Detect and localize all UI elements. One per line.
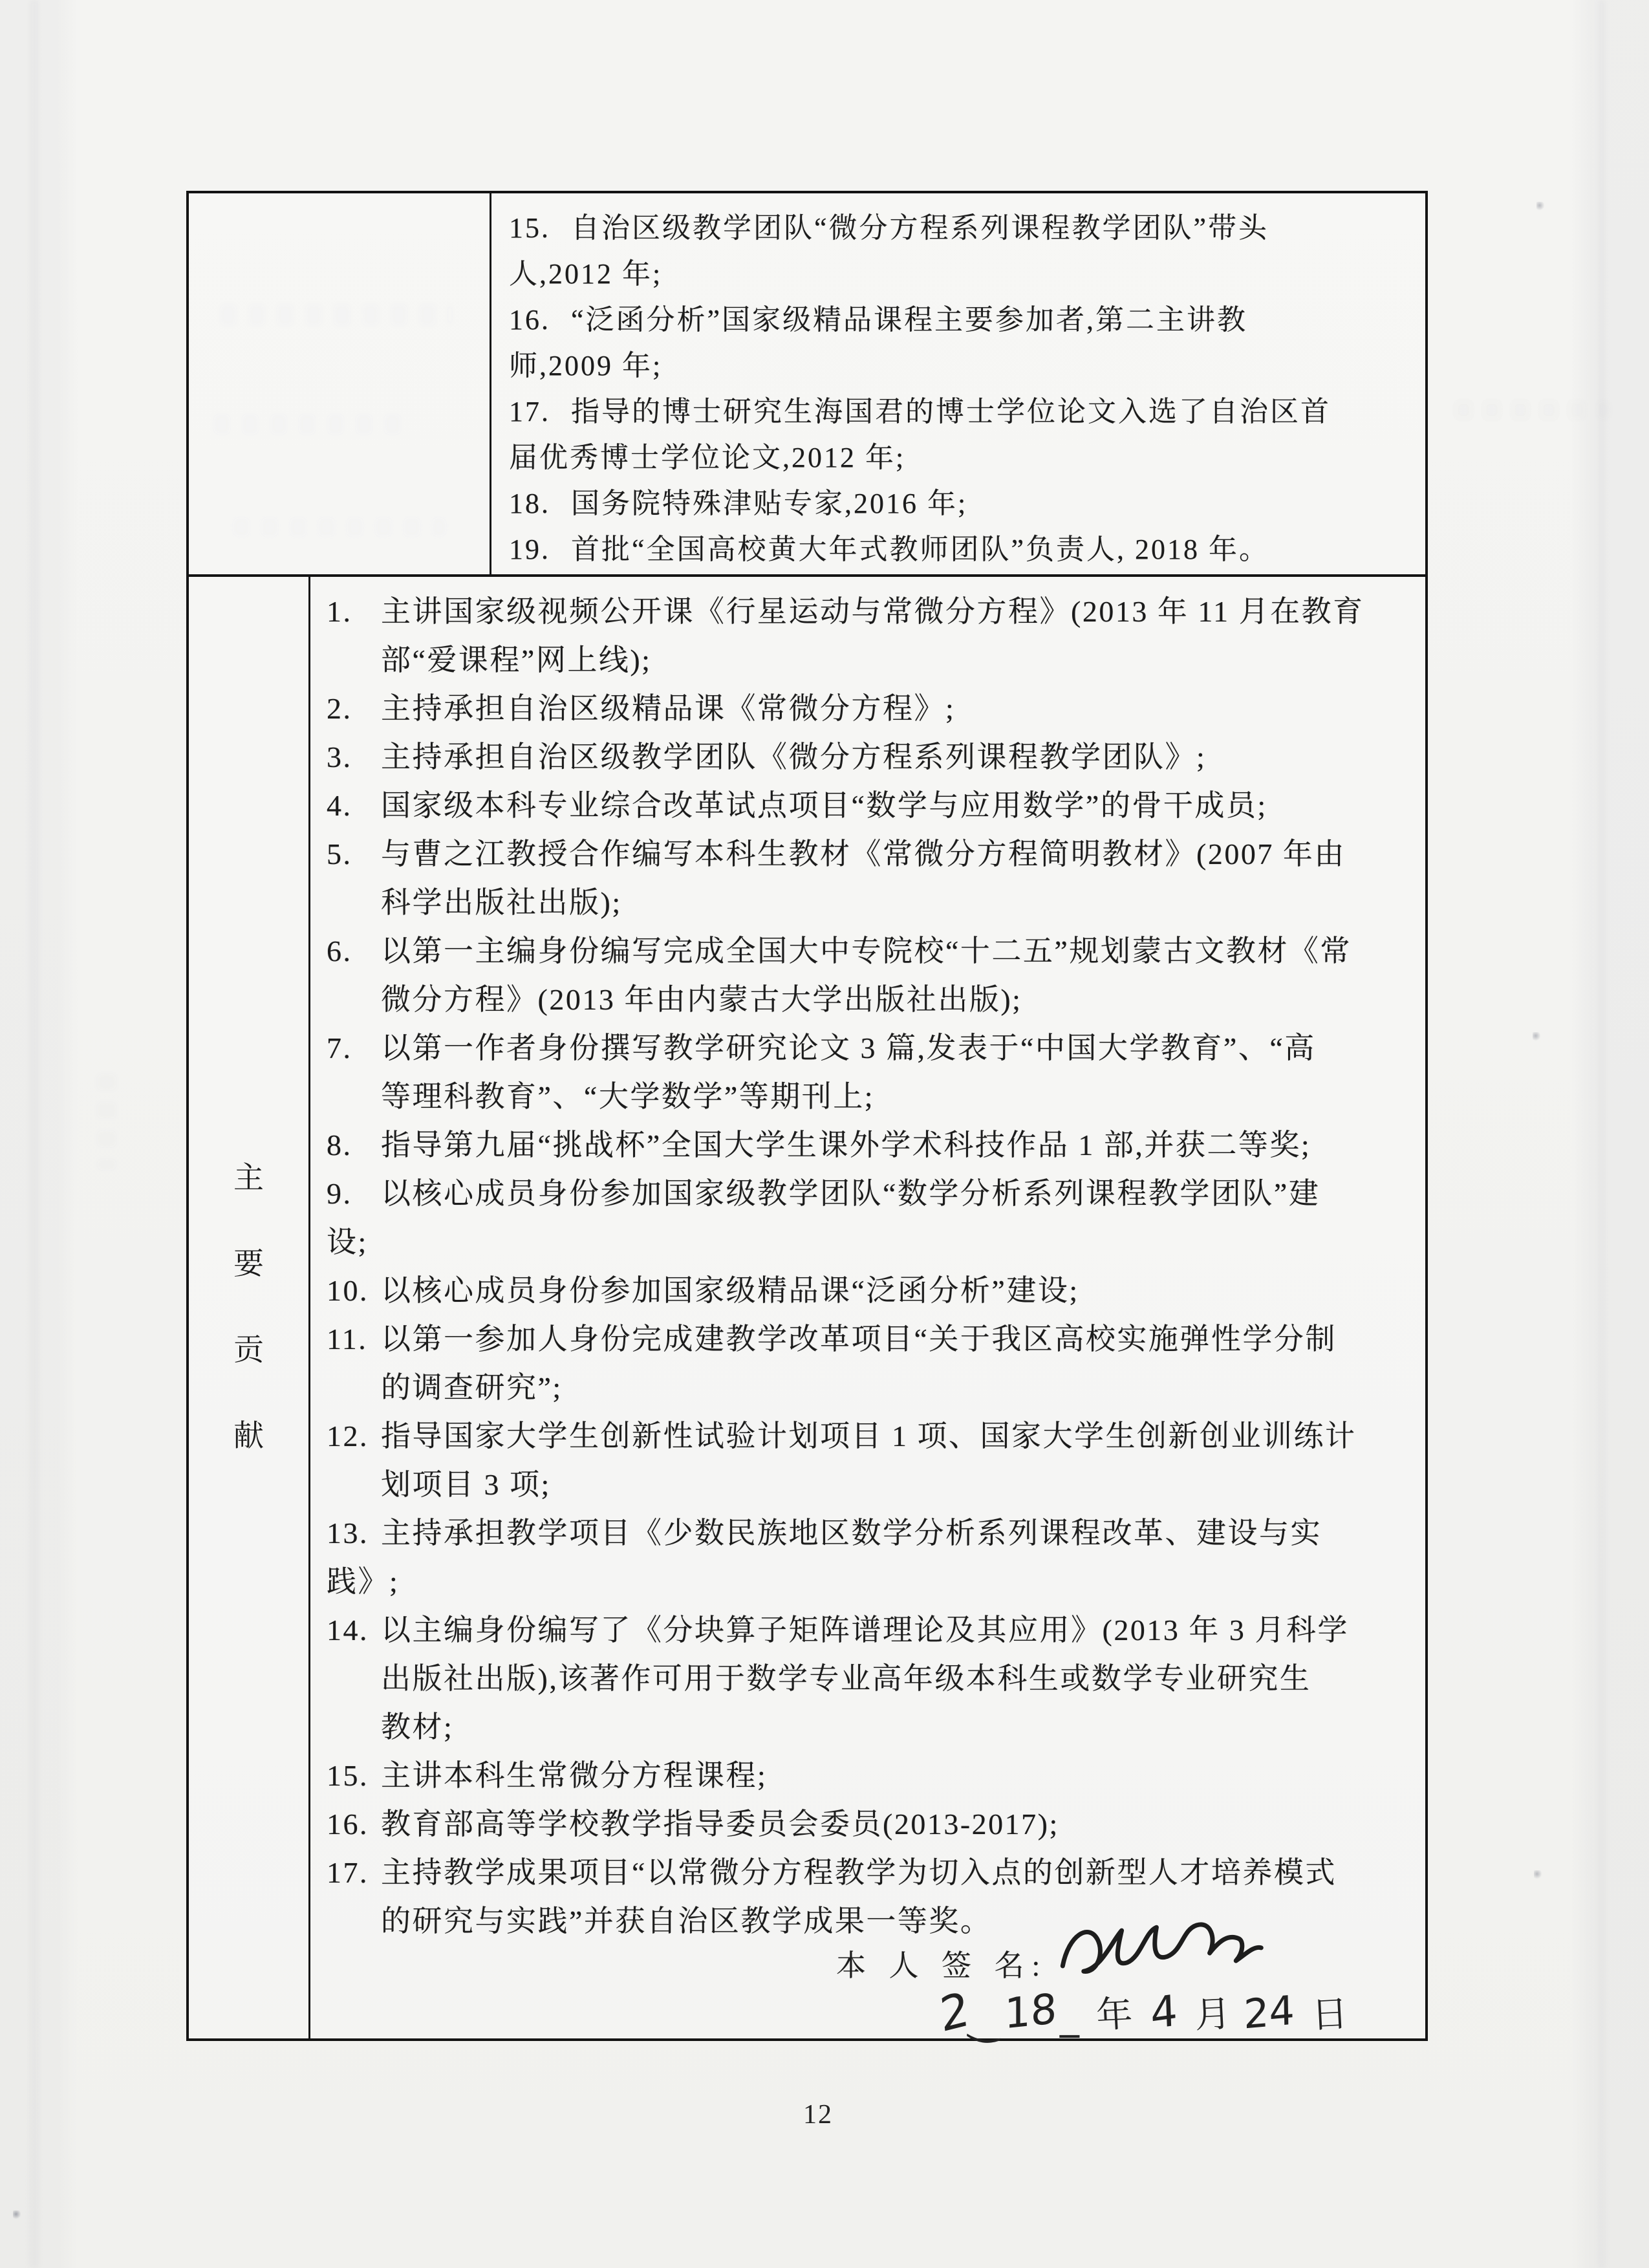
item-number: 6. xyxy=(327,934,352,967)
handwritten-date xyxy=(327,1981,1416,2045)
text-line xyxy=(327,1315,1416,1363)
item-number: 17. xyxy=(327,1856,369,1889)
item-text: 主持承担自治区级教学团队《微分方程系列课程教学团队》; xyxy=(381,740,1207,773)
text-line xyxy=(327,1266,1416,1315)
main-contributions-cell xyxy=(312,577,1425,2045)
date-underline: _ xyxy=(1059,1993,1079,2038)
text-line xyxy=(509,481,1414,526)
table-section-main-contributions xyxy=(189,577,1425,2045)
item-number: 14. xyxy=(327,1614,369,1647)
row-label-char: 贡 xyxy=(233,1334,264,1367)
text-line xyxy=(327,733,1416,781)
main-contribution-lines xyxy=(327,587,1416,1945)
item-text: 主持承担教学项目《少数民族地区数学分析系列课程改革、建设与实 xyxy=(381,1517,1322,1550)
item-text: 与曹之江教授合作编写本科生教材《常微分方程简明教材》(2007 年由 xyxy=(381,837,1346,870)
paper-speck xyxy=(1534,1870,1542,1879)
item-number: 1. xyxy=(327,595,352,628)
item-text: 出版社出版),该著作可用于数学专业高年级本科生或数学专业研究生 xyxy=(381,1662,1311,1695)
item-text: 的研究与实践”并获自治区教学成果一等奖。 xyxy=(381,1905,992,1938)
item-text: 以第一作者身份撰写教学研究论文 3 篇,发表于“中国大学教育”、“高 xyxy=(381,1031,1316,1064)
item-text: 教材; xyxy=(381,1711,454,1744)
text-line xyxy=(327,636,1416,684)
text-line xyxy=(509,251,1414,297)
item-number: 3. xyxy=(327,740,352,773)
text-line xyxy=(327,1654,1416,1703)
item-text: 指导第九届“挑战杯”全国大学生课外学术科技作品 1 部,并获二等奖; xyxy=(381,1129,1311,1161)
item-text: 微分方程》(2013 年由内蒙古大学出版社出版); xyxy=(381,983,1022,1016)
item-number: 17. xyxy=(509,396,550,427)
handwritten-signature xyxy=(1048,1899,1272,1995)
paper-speck xyxy=(1533,1032,1540,1041)
item-text: 科学出版社出版); xyxy=(381,886,622,919)
signature-label: 本 人 签 名: xyxy=(836,1949,1048,1982)
text-line xyxy=(509,205,1414,251)
row-label-char: 主 xyxy=(233,1161,264,1195)
item-number: 4. xyxy=(327,789,352,822)
item-number: 13. xyxy=(327,1517,369,1550)
text-line xyxy=(327,1169,1416,1218)
table-section-awards-continued xyxy=(189,193,1425,577)
text-line xyxy=(327,587,1416,636)
date-year-digit: 2 xyxy=(937,1981,972,2043)
contributions-table xyxy=(186,191,1428,2045)
item-text: 以第一主编身份编写完成全国大中专院校“十二五”规划蒙古文教材《常 xyxy=(381,934,1352,967)
item-text: 设; xyxy=(327,1226,368,1258)
row-label-char: 献 xyxy=(233,1420,264,1453)
row-label-char: 要 xyxy=(233,1247,264,1281)
awards-continued-lines xyxy=(509,205,1414,572)
empty-row-label-cell xyxy=(189,193,491,574)
text-line xyxy=(327,1800,1416,1848)
item-number: 12. xyxy=(327,1420,369,1453)
awards-continued-cell xyxy=(493,193,1425,574)
item-text: 践》; xyxy=(327,1565,400,1598)
text-line xyxy=(327,1703,1416,1751)
text-line xyxy=(327,927,1416,975)
item-number: 16. xyxy=(327,1808,369,1841)
item-text: 自治区级教学团队“微分方程系列课程教学团队”带头 xyxy=(571,212,1269,244)
item-text: 的调查研究”; xyxy=(381,1371,563,1404)
paper-speck xyxy=(13,2210,21,2219)
scan-streak xyxy=(30,0,39,2268)
bleedthrough-smudge xyxy=(1455,401,1610,419)
text-line xyxy=(327,878,1416,927)
date-pen-stroke: ‿ xyxy=(967,1997,1004,2045)
item-number: 7. xyxy=(327,1031,352,1064)
item-text: 指导的博士研究生海国君的博士学位论文入选了自治区首 xyxy=(571,396,1331,427)
item-text: 主讲本科生常微分方程课程; xyxy=(381,1759,768,1792)
item-text: 教育部高等学校教学指导委员会委员(2013-2017); xyxy=(381,1808,1059,1841)
text-line xyxy=(327,1606,1416,1654)
text-line xyxy=(327,1072,1416,1121)
item-number: 11. xyxy=(327,1323,368,1355)
item-text: 部“爱课程”网上线); xyxy=(381,643,652,676)
text-line xyxy=(327,1848,1416,1897)
text-line xyxy=(327,1024,1416,1072)
item-number: 16. xyxy=(509,304,550,336)
item-text: 届优秀博士学位论文,2012 年; xyxy=(509,442,906,473)
text-line xyxy=(509,297,1414,343)
date-day-digits: 24 xyxy=(1243,1985,1295,2038)
item-number: 19. xyxy=(509,534,550,565)
text-line xyxy=(327,781,1416,830)
item-text: 首批“全国高校黄大年式教师团队”负责人, 2018 年。 xyxy=(571,534,1270,565)
text-line xyxy=(327,1412,1416,1460)
item-text: 主持教学成果项目“以常微分方程教学为切入点的创新型人才培养模式 xyxy=(381,1856,1337,1889)
item-text: “泛函分析”国家级精品课程主要参加者,第二主讲教 xyxy=(571,304,1248,336)
text-line xyxy=(327,684,1416,733)
item-number: 8. xyxy=(327,1129,352,1161)
item-text: 师,2009 年; xyxy=(509,350,663,382)
item-text: 以核心成员身份参加国家级精品课“泛函分析”建设; xyxy=(381,1274,1079,1307)
bleedthrough-smudge xyxy=(97,1074,116,1171)
item-text: 划项目 3 项; xyxy=(381,1468,551,1501)
date-month-label: 月 xyxy=(1193,1994,1232,2036)
item-number: 5. xyxy=(327,837,352,870)
date-year-label: 年 xyxy=(1095,1994,1134,2036)
text-line xyxy=(327,1460,1416,1509)
text-line xyxy=(327,1557,1416,1606)
text-line xyxy=(327,1363,1416,1412)
text-line xyxy=(327,975,1416,1024)
paper-speck xyxy=(1536,202,1544,211)
item-number: 10. xyxy=(327,1274,369,1307)
text-line xyxy=(327,1121,1416,1169)
item-number: 15. xyxy=(327,1759,369,1792)
item-number: 15. xyxy=(509,212,550,244)
text-line xyxy=(509,343,1414,389)
item-text: 指导国家大学生创新性试验计划项目 1 项、国家大学生创新创业训练计 xyxy=(381,1420,1357,1453)
text-line xyxy=(509,389,1414,435)
date-day-label: 日 xyxy=(1310,1994,1349,2036)
text-line xyxy=(509,526,1414,572)
item-text: 主讲国家级视频公开课《行星运动与常微分方程》(2013 年 11 月在教育 xyxy=(381,595,1364,628)
item-text: 主持承担自治区级精品课《常微分方程》; xyxy=(381,692,956,725)
item-text: 以主编身份编写了《分块算子矩阵谱理论及其应用》(2013 年 3 月科学 xyxy=(381,1614,1349,1647)
text-line xyxy=(327,1509,1416,1557)
text-line xyxy=(509,435,1414,481)
item-number: 9. xyxy=(327,1177,352,1210)
text-line xyxy=(327,830,1416,878)
item-text: 人,2012 年; xyxy=(509,258,663,290)
date-month-digit: 4 xyxy=(1149,1985,1179,2039)
item-text: 以核心成员身份参加国家级教学团队“数学分析系列课程教学团队”建 xyxy=(381,1177,1320,1210)
item-number: 18. xyxy=(509,488,550,519)
text-line xyxy=(327,1751,1416,1800)
item-text: 国家级本科专业综合改革试点项目“数学与应用数学”的骨干成员; xyxy=(381,789,1267,822)
row-label-main-contributions xyxy=(189,577,310,2038)
signature-row xyxy=(327,1945,1416,1987)
item-number: 2. xyxy=(327,692,352,725)
scan-streak xyxy=(1599,0,1605,2268)
date-year-digits: 18 xyxy=(1004,1985,1057,2039)
item-text: 国务院特殊津贴专家,2016 年; xyxy=(571,488,968,519)
text-line xyxy=(327,1218,1416,1266)
item-text: 等理科教育”、“大学数学”等期刊上; xyxy=(381,1080,875,1113)
page-number: 12 xyxy=(803,2100,833,2130)
item-text: 以第一参加人身份完成建教学改革项目“关于我区高校实施弹性学分制 xyxy=(381,1323,1337,1355)
